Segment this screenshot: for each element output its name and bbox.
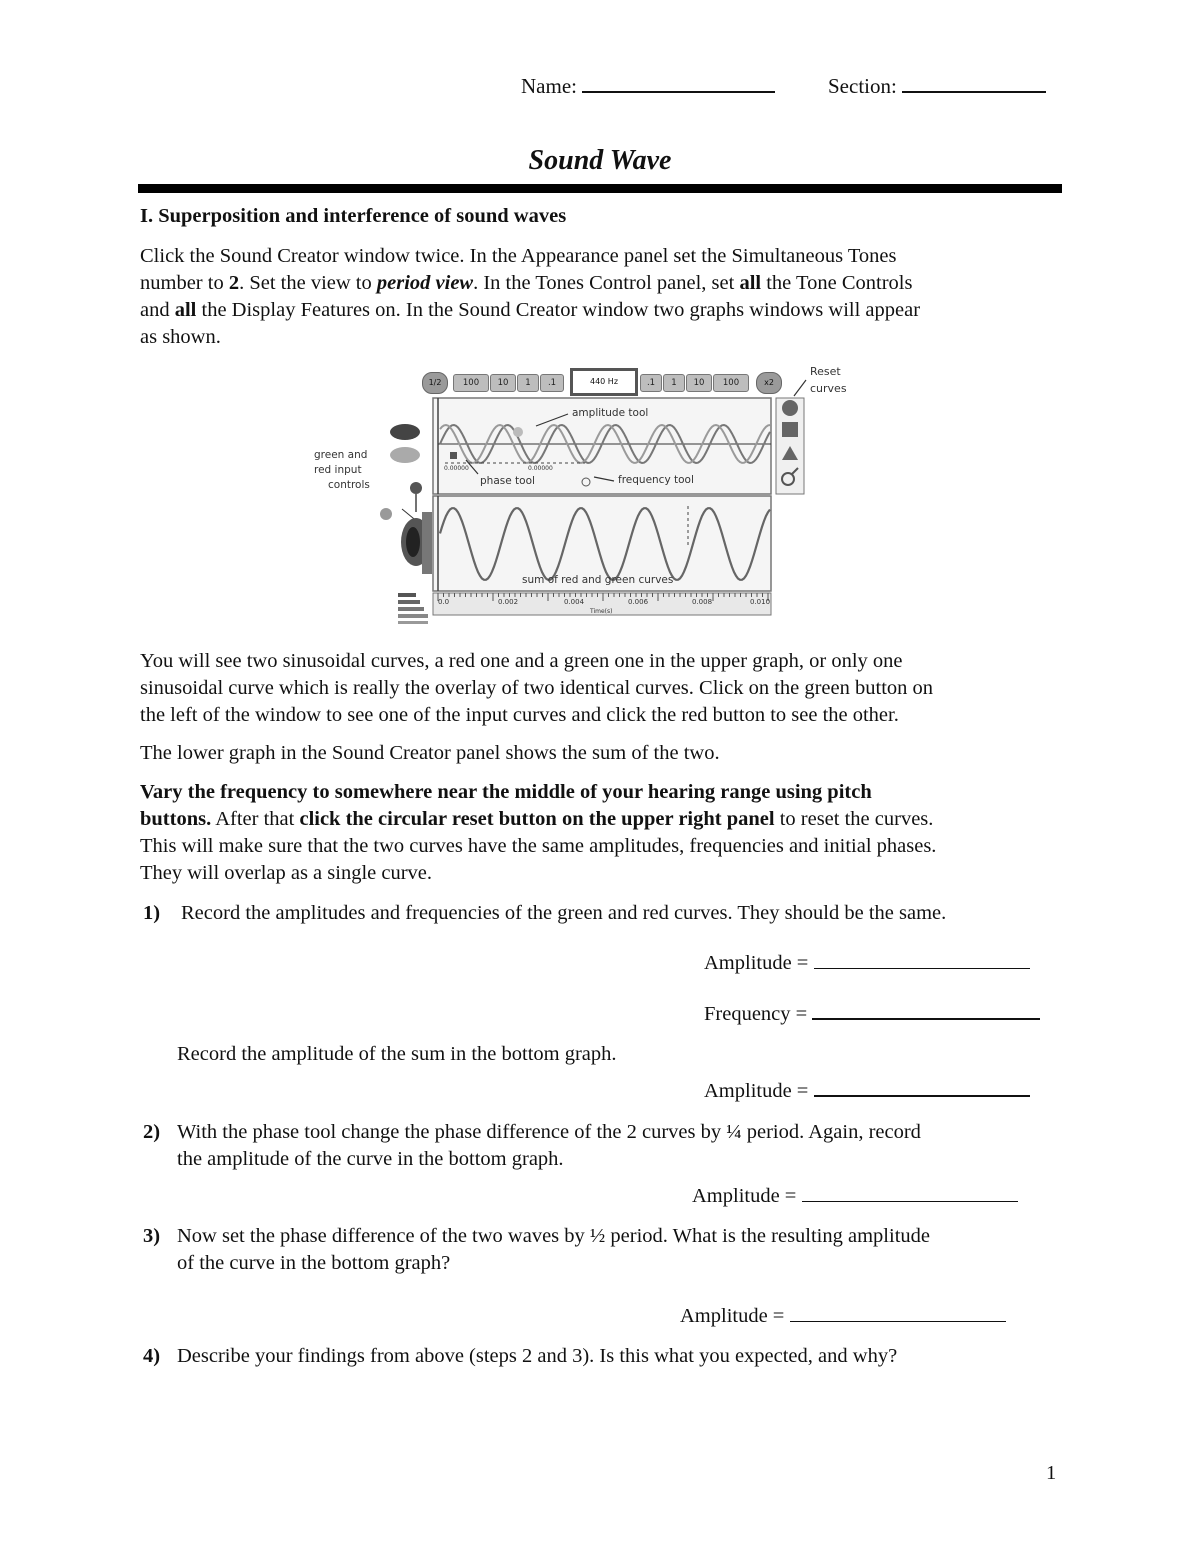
green-red-label-2: red input (314, 464, 362, 476)
axis-title: Time(s) (590, 608, 613, 615)
amplitude-blank[interactable] (802, 1201, 1018, 1202)
section-field (828, 74, 1046, 99)
red-input-button (390, 447, 420, 463)
reset-square-button (782, 422, 798, 437)
section-blank[interactable] (902, 91, 1046, 93)
amplitude-tool-label: amplitude tool (572, 407, 649, 419)
sum-instruction: Record the amplitude of the sum in the bottom graph. (177, 1043, 617, 1065)
intro-paragraph: Click the Sound Creator window twice. In the Appearance panel set the Simultaneous Tones number to 2. Set the view to period view. In the Tones Control panel, set all the Tone Controls and all the Display Features on. In the Sound Creator window two graphs windows will appear as shown. (140, 245, 921, 348)
question-1-text: Record the amplitudes and frequencies of the green and red curves. They should be the same. (181, 902, 947, 924)
amplitude-answer-3: Amplitude = (680, 1303, 1006, 1330)
phase-handle (450, 452, 457, 459)
amplitude-answer-1: Amplitude = (704, 950, 1030, 977)
question-1-number: 1) (143, 902, 161, 924)
name-blank[interactable] (582, 91, 775, 93)
lower-graph-paragraph: The lower graph in the Sound Creator panel shows the sum of the two. (140, 742, 720, 764)
pitch-button[interactable]: 100 (453, 374, 489, 392)
reset-arrow (794, 380, 806, 396)
question-4-number: 4) (143, 1345, 161, 1367)
sum-label: sum of red and green curves (522, 574, 674, 586)
axis-tick-label: 0.0 (438, 598, 450, 606)
amplitude-answer-2: Amplitude = (692, 1183, 1018, 1210)
amplitude-answer-sum: Amplitude = (704, 1078, 1030, 1105)
pitch-button[interactable]: .1 (640, 374, 662, 392)
double-button[interactable]: x2 (756, 372, 782, 394)
amplitude-blank[interactable] (814, 968, 1030, 969)
frequency-display: 440 Hz (570, 368, 638, 396)
name-field (521, 74, 775, 99)
sound-creator-figure (300, 362, 880, 630)
pitch-button[interactable]: 1 (517, 374, 539, 392)
axis-tick-label: 0.002 (498, 598, 519, 606)
frequency-readout: 0.00000 (528, 465, 553, 472)
pitch-button[interactable]: .1 (540, 374, 564, 392)
frequency-answer: Frequency = (704, 1001, 1040, 1028)
instruction-paragraph: Vary the frequency to somewhere near the middle of your hearing range using pitch buttons. After that click the circular reset button on the upper right panel to reset the curves. This will make sure that the two curves have the same amplitudes, frequencies and initial phases. They will overlap as a single curve. (140, 781, 937, 884)
reset-label-1: Reset (810, 365, 841, 378)
axis-tick-label: 0.006 (628, 598, 649, 606)
question-2-text: With the phase tool change the phase difference of the 2 curves by ¼ period. Again, record the amplitude of the curve in the bottom graph. (177, 1121, 921, 1170)
phase-readout: 0.00000 (444, 465, 469, 472)
page-title: Sound Wave (528, 145, 672, 176)
reset-circle-button (782, 400, 798, 416)
name-label: Name: (521, 74, 577, 98)
question-3-text: Now set the phase difference of the two waves by ½ period. What is the resulting amplitude of the curve in the bottom graph? (177, 1225, 930, 1274)
amplitude-handle (513, 427, 523, 437)
title-rule (138, 184, 1062, 193)
pitch-button[interactable]: 1 (663, 374, 685, 392)
figure-graphics (300, 362, 880, 630)
pitch-button[interactable]: 100 (713, 374, 749, 392)
green-input-button (390, 424, 420, 440)
amplitude-blank[interactable] (790, 1321, 1006, 1322)
reset-label-2: curves (810, 382, 847, 395)
pitch-button[interactable]: 10 (686, 374, 712, 392)
question-2-number: 2) (143, 1121, 161, 1143)
frequency-blank[interactable] (812, 1018, 1040, 1020)
axis-tick-label: 0.010 (750, 598, 771, 606)
section-heading: I. Superposition and interference of sound waves (140, 205, 567, 227)
frequency-tool-label: frequency tool (618, 474, 694, 486)
axis-tick-label: 0.008 (692, 598, 713, 606)
section-label: Section: (828, 74, 897, 98)
amplitude-blank[interactable] (814, 1095, 1030, 1097)
halve-button[interactable]: 1/2 (422, 372, 448, 394)
green-red-label-3: controls (328, 479, 370, 491)
observation-paragraph: You will see two sinusoidal curves, a red one and a green one in the upper graph, or only one sinusoidal curve which is really the overlay of two identical curves. Click on the green button on the left of the window to see one of the input curves and click the red button to see the other. (140, 650, 934, 726)
question-4-text: Describe your findings from above (steps 2 and 3). Is this what you expected, and why? (177, 1345, 898, 1367)
question-3-number: 3) (143, 1225, 161, 1247)
pitch-button[interactable]: 10 (490, 374, 516, 392)
page-number: 1 (1046, 1462, 1057, 1484)
phase-tool-label: phase tool (480, 475, 535, 487)
axis-tick-label: 0.004 (564, 598, 585, 606)
green-red-label-1: green and (314, 449, 368, 461)
